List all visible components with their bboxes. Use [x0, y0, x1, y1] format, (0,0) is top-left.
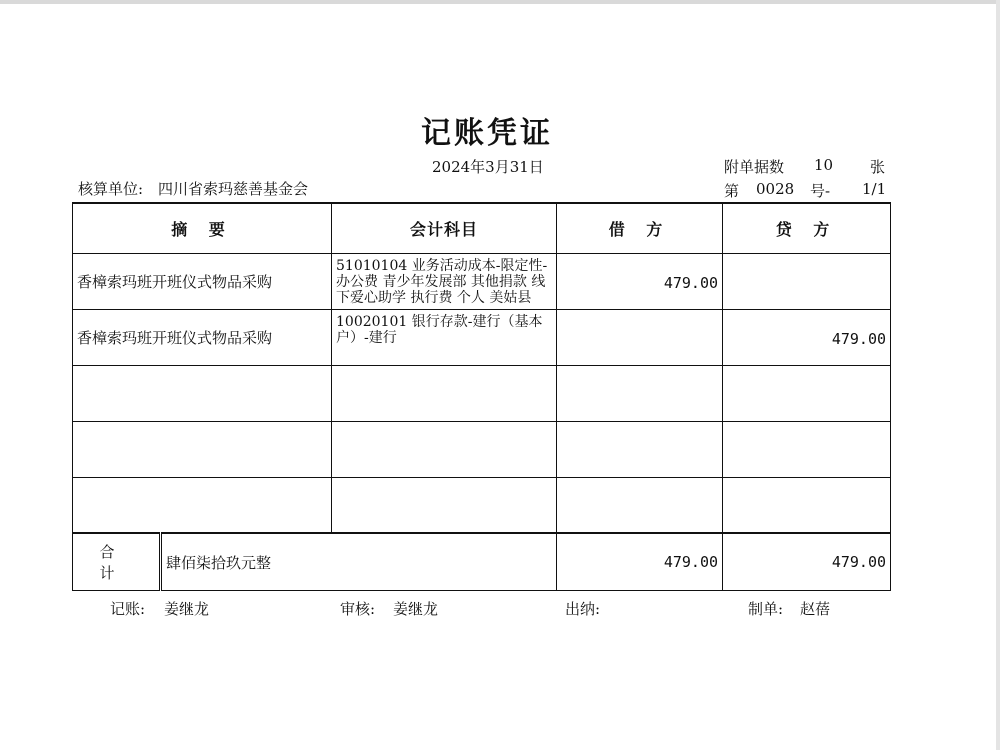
preparer-name: 赵蓓 — [800, 600, 831, 618]
row-debit — [557, 477, 723, 533]
table-row — [73, 309, 891, 365]
total-amount-in-words: 肆佰柒拾玖元整 — [161, 533, 557, 590]
unit-label: 核算单位: — [78, 180, 144, 198]
row-account — [332, 365, 557, 421]
table-row — [73, 365, 891, 421]
preparer-label: 制单: — [748, 600, 784, 618]
voucher-title: 记账凭证 — [421, 116, 553, 151]
reviewer-label: 审核: — [340, 600, 376, 618]
row-debit — [557, 309, 723, 365]
row-summary — [73, 477, 332, 533]
header-debit: 借 方 — [557, 203, 723, 253]
bookkeeper-label: 记账: — [110, 600, 146, 618]
row-credit — [723, 253, 891, 309]
total-label: 合 计 — [73, 533, 161, 590]
row-summary — [73, 421, 332, 477]
row-summary — [73, 365, 332, 421]
header-row — [73, 203, 891, 253]
attachments-count: 10 — [814, 156, 834, 174]
reviewer-name: 姜继龙 — [393, 600, 439, 618]
total-debit: 479.00 — [557, 533, 723, 590]
row-account: 51010104 业务活动成本-限定性-办公费 青少年发展部 其他捐款 线下爱心助学 执行费 个人 美姑县 — [332, 253, 557, 309]
row-credit — [723, 477, 891, 533]
cashier-label: 出纳: — [565, 600, 601, 618]
total-row — [73, 533, 891, 590]
header-account: 会计科目 — [332, 203, 557, 253]
header-summary: 摘 要 — [73, 203, 332, 253]
row-debit — [557, 365, 723, 421]
total-credit: 479.00 — [723, 533, 891, 590]
unit-name: 四川省索玛慈善基金会 — [158, 180, 309, 198]
voucher-date: 2024年3月31日 — [432, 158, 544, 176]
row-summary: 香樟索玛班开班仪式物品采购 — [73, 253, 332, 309]
voucher-no: 0028 — [756, 180, 795, 198]
voucher-page: 1/1 — [862, 180, 887, 198]
row-account — [332, 477, 557, 533]
attachments-label: 附单据数 — [724, 158, 785, 176]
row-summary: 香樟索玛班开班仪式物品采购 — [73, 309, 332, 365]
voucher-no-prefix: 第 — [724, 182, 740, 200]
header-credit: 贷 方 — [723, 203, 891, 253]
table-row — [73, 477, 891, 533]
voucher-no-suffix: 号- — [810, 182, 831, 200]
table-row — [73, 421, 891, 477]
row-debit: 479.00 — [557, 253, 723, 309]
table-row — [73, 253, 891, 309]
attachments-unit: 张 — [870, 158, 886, 176]
scan-edge-top — [0, 0, 1000, 4]
bookkeeper-name: 姜继龙 — [164, 600, 210, 618]
row-account — [332, 421, 557, 477]
row-credit — [723, 365, 891, 421]
row-debit — [557, 421, 723, 477]
row-account: 10020101 银行存款-建行（基本户）-建行 — [332, 309, 557, 365]
row-credit — [723, 421, 891, 477]
voucher-table — [72, 202, 891, 591]
scan-edge-right — [996, 0, 1000, 750]
row-credit: 479.00 — [723, 309, 891, 365]
